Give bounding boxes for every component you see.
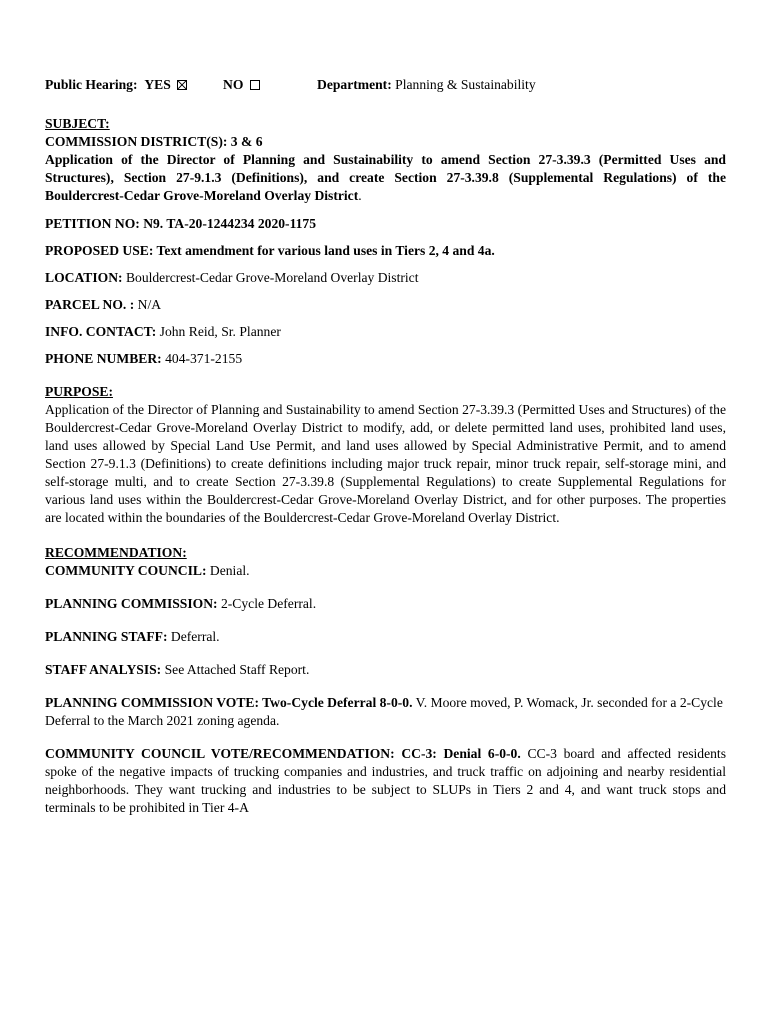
staff-analysis-label: STAFF ANALYSIS:: [45, 662, 162, 677]
commission-districts: COMMISSION DISTRICT(S): 3 & 6: [45, 134, 263, 149]
purpose-text: Application of the Director of Planning and Sustainability to amend Section 27-3.39.3 (Permitted Uses and Structures) of the Bouldercrest-Cedar Grove-Moreland Overlay District to modify, add, or delete permitted land uses, prohibited land uses, land uses allowed by Special Land Use Permit, and land uses allowed by Special Administrative Permit, and to amend Section 27-9.1.3 (Definitions) to create definitions including major truck repair, minor truck repair, self-storage mini, and self-storage multi, and to create Section 27-3.39.8 (Supplemental Regulations) to create Supplemental Regulations for various land uses within the Bouldercrest-Cedar Grove-Moreland Overlay District, and for other purposes. The properties are located within the boundaries of the Bouldercrest-Cedar Grove-Moreland Overlay District.: [45, 402, 726, 525]
pc-vote-label: PLANNING COMMISSION VOTE: Two-Cycle Deferral 8-0-0.: [45, 695, 413, 710]
staff-analysis-value: See Attached Staff Report.: [164, 662, 310, 677]
planning-commission-vote: [45, 694, 726, 730]
hearing-line: [45, 76, 726, 96]
petition-number: [45, 215, 726, 233]
community-council-vote: [45, 745, 726, 817]
parcel-value: N/A: [137, 297, 162, 312]
phone-row: [45, 350, 726, 368]
planning-staff-row: [45, 628, 726, 646]
cc-vote-text: CC-3 board and affected residents spoke of the negative impacts of trucking companies and industries, and truck traffic on adjoining and nearby residential neighborhoods. They want trucking and industries to be subject to SLUPs in Tiers 2 and 4, and want truck stops and terminals to be prohibited in Tier 4-A: [45, 746, 726, 815]
phone-label: PHONE NUMBER:: [45, 351, 162, 366]
planning-commission-label: PLANNING COMMISSION:: [45, 596, 218, 611]
community-council-row: [45, 562, 726, 580]
subject-section: [45, 115, 726, 205]
planning-commission-row: [45, 595, 726, 613]
recommendation-heading: RECOMMENDATION:: [45, 545, 187, 560]
subject-application: [45, 151, 726, 205]
subject-application-text: Application of the Director of Planning and Sustainability to amend Section 27-3.39.3 (Permitted Uses and Structures), Section 27-9.1.3 (Definitions), and create Section 27-3.39.8 (Supplemental Regulations) of the Bouldercrest-Cedar Grove-Moreland Overlay District: [45, 152, 726, 203]
planning-commission-value: 2-Cycle Deferral.: [220, 596, 317, 611]
location-label: LOCATION:: [45, 270, 123, 285]
department-label: Department:: [317, 77, 392, 92]
department-value: Planning & Sustainability: [395, 77, 536, 92]
location-row: [45, 269, 726, 287]
phone-value: 404-371-2155: [165, 351, 243, 366]
yes-label: YES: [144, 77, 171, 92]
community-council-label: COMMUNITY COUNCIL:: [45, 563, 207, 578]
parcel-label: PARCEL NO. :: [45, 297, 135, 312]
contact-row: [45, 323, 726, 341]
contact-label: INFO. CONTACT:: [45, 324, 157, 339]
planning-staff-label: PLANNING STAFF:: [45, 629, 168, 644]
location-value: Bouldercrest-Cedar Grove-Moreland Overlay District: [125, 270, 419, 285]
public-hearing-label: Public Hearing:: [45, 77, 138, 92]
department-field: [317, 76, 536, 94]
subject-heading: SUBJECT:: [45, 116, 110, 131]
purpose-section: [45, 383, 726, 527]
public-hearing-field: [45, 76, 187, 94]
planning-staff-value: Deferral.: [170, 629, 220, 644]
proposed-use: [45, 242, 726, 260]
staff-analysis-row: [45, 661, 726, 679]
proposed-use-label: PROPOSED USE: Text amendment for various land uses in Tiers 2, 4 and 4a.: [45, 243, 495, 258]
petition-label: PETITION NO: N9. TA-20-1244234 2020-1175: [45, 216, 317, 231]
cc-vote-label: COMMUNITY COUNCIL VOTE/RECOMMENDATION: CC-3: Denial 6-0-0.: [45, 746, 521, 761]
subject-application-end: .: [358, 188, 362, 203]
document-page: [45, 76, 726, 817]
no-field: [223, 76, 260, 94]
recommendation-section: [45, 544, 726, 580]
no-label: NO: [223, 77, 244, 92]
yes-checkbox-checked-icon: [177, 80, 187, 90]
purpose-heading: PURPOSE:: [45, 384, 113, 399]
community-council-value: Denial.: [209, 563, 250, 578]
no-checkbox-empty-icon: [250, 80, 260, 90]
pc-vote-text: V. Moore moved, P. Womack, Jr. seconded for a 2-Cycle Deferral to the March 2021 zoning agenda.: [45, 695, 723, 728]
contact-value: John Reid, Sr. Planner: [159, 324, 281, 339]
parcel-row: [45, 296, 726, 314]
